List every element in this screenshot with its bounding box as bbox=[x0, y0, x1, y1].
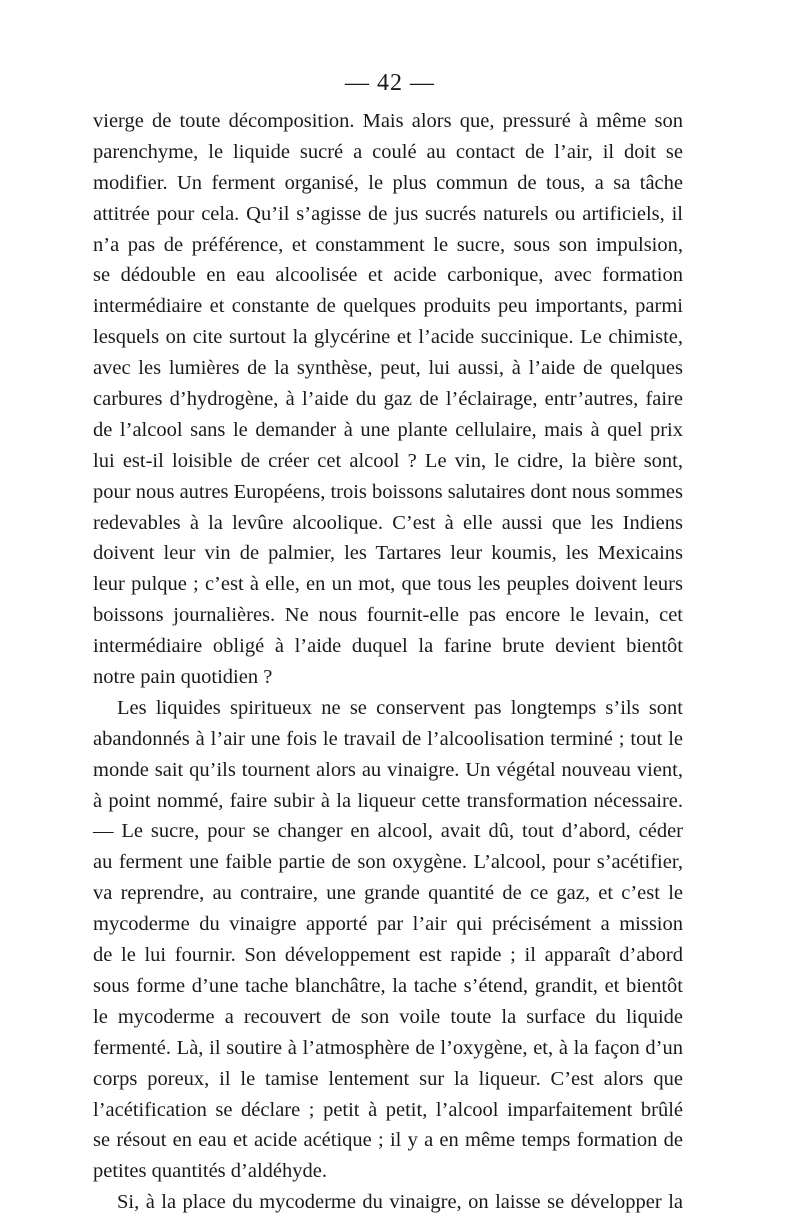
text-line: leur pulque ; c’est à elle, en un mot, que tous les peuples doivent leurs bbox=[93, 573, 683, 596]
text-line: mycoderme du vinaigre apporté par l’air qui précisément a mission bbox=[93, 913, 683, 936]
text-line: de l’alcool sans le demander à une plante cellulaire, mais à quel prix bbox=[93, 418, 683, 441]
text-line: sous forme d’une tache blanchâtre, la tache s’étend, grandit, et bientôt bbox=[93, 974, 683, 997]
text-line: petites quantités d’aldéhyde. bbox=[93, 1160, 327, 1183]
text-line: doivent leur vin de palmier, les Tartares leur koumis, les Mexicains bbox=[93, 542, 683, 565]
text-line: carbures d’hydrogène, à l’aide du gaz de l’éclairage, entr’autres, faire bbox=[93, 388, 683, 411]
text-line: lesquels on cite surtout la glycérine et l’acide succinique. Le chimiste, bbox=[93, 326, 683, 349]
text-line: intermédiaire et constante de quelques produits peu importants, parmi bbox=[93, 295, 683, 318]
text-line: n’a pas de préférence, et constamment le sucre, sous son impulsion, bbox=[93, 233, 683, 256]
text-line: notre pain quotidien ? bbox=[93, 666, 273, 689]
text-line: vierge de toute décomposition. Mais alors que, pressuré à même son bbox=[93, 110, 683, 132]
text-line: de le lui fournir. Son développement est rapide ; il apparaît d’abord bbox=[93, 944, 683, 967]
text-line: modifier. Un ferment organisé, le plus commun de tous, a sa tâche bbox=[93, 171, 683, 194]
text-line: avec les lumières de la synthèse, peut, lui aussi, à l’aide de quelques bbox=[93, 357, 683, 380]
text-line: monde sait qu’ils tournent alors au vinaigre. Un végétal nouveau vient, bbox=[93, 758, 683, 781]
text-line: au ferment une faible partie de son oxygène. L’alcool, pour s’acétifier, bbox=[93, 851, 683, 874]
text-line: se dédouble en eau alcoolisée et acide carbonique, avec formation bbox=[93, 264, 683, 287]
text-line: boissons journalières. Ne nous fournit-elle pas encore le levain, cet bbox=[93, 604, 683, 627]
text-line: Les liquides spiritueux ne se conservent pas longtemps s’ils sont bbox=[117, 696, 683, 719]
text-line: attitrée pour cela. Qu’il s’agisse de jus sucrés naturels ou artificiels, il bbox=[93, 202, 683, 225]
text-line: l’acétification se déclare ; petit à petit, l’alcool imparfaitement brûlé bbox=[93, 1098, 683, 1121]
text-line: — Le sucre, pour se changer en alcool, avait dû, tout d’abord, céder bbox=[93, 820, 683, 843]
text-line: fermenté. Là, il soutire à l’atmosphère de l’oxygène, et, à la façon d’un bbox=[93, 1036, 683, 1059]
text-line: se résout en eau et acide acétique ; il y a en même temps formation de bbox=[93, 1129, 683, 1152]
text-line: redevables à la levûre alcoolique. C’est à elle aussi que les Indiens bbox=[93, 511, 683, 534]
text-line: à point nommé, faire subir à la liqueur cette transformation nécessaire. bbox=[93, 789, 683, 812]
text-line: va reprendre, au contraire, une grande quantité de ce gaz, et c’est le bbox=[93, 882, 683, 905]
page-number: — 42 — bbox=[345, 70, 435, 96]
text-line: parenchyme, le liquide sucré a coulé au contact de l’air, il doit se bbox=[93, 140, 683, 163]
text-line: lui est-il loisible de créer cet alcool ? Le vin, le cidre, la bière sont, bbox=[93, 449, 683, 472]
text-line: corps poreux, il le tamise lentement sur la liqueur. C’est alors que bbox=[93, 1067, 683, 1090]
text-line: pour nous autres Européens, trois boissons salutaires dont nous sommes bbox=[93, 480, 683, 503]
text-line: Si, à la place du mycoderme du vinaigre, on laisse se développer la bbox=[117, 1191, 683, 1214]
body-text bbox=[93, 106, 683, 1218]
text-line: intermédiaire obligé à l’aide duquel la farine brute devient bientôt bbox=[93, 635, 683, 658]
text-line: le mycoderme a recouvert de son voile toute la surface du liquide bbox=[93, 1005, 683, 1028]
text-line: abandonnés à l’air une fois le travail de l’alcoolisation terminé ; tout le bbox=[93, 727, 683, 750]
